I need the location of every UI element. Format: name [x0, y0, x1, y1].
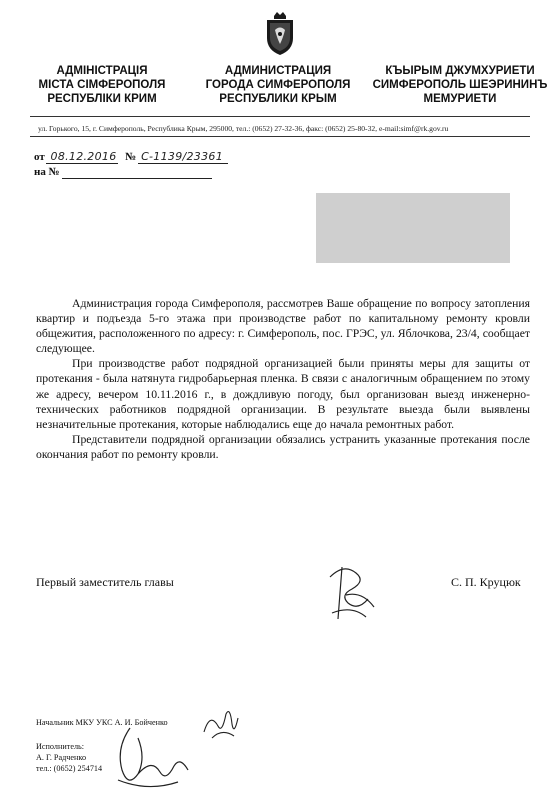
header-russian	[188, 64, 368, 106]
letter-body	[36, 296, 530, 462]
header-line: РЕСПУБЛІКИ КРИМ	[47, 93, 157, 105]
reference-from-line	[34, 150, 223, 163]
header-line: МІСТА СІМФЕРОПОЛЯ	[38, 79, 166, 91]
header-line: ГОРОДА СИМФЕРОПОЛЯ	[205, 79, 351, 91]
signatory-role: Первый заместитель главы	[36, 575, 174, 589]
header-line: СИМФЕРОПОЛЬ ШЕЭРИНИНЪ	[372, 79, 548, 91]
number-underline	[138, 163, 228, 164]
body-paragraph: При производстве работ подрядной организацией были приняты меры для защиты от протекания - была натянута гидробарьерная пленка. В связи с аналогичным обращением по этому же адресу, вечером 10.11.2016 г., в дождливую погоду, был организован выезд инженерно-технических работников подрядной организации. В результате выезда были выявлены незначительные протекания, которые наблюдались еще до начала ремонтных работ.	[36, 357, 530, 431]
reference-number: С-1139/23361	[141, 150, 224, 163]
body-paragraph: Представители подрядной организации обязались устранить указанные протекания после окончания работ по ремонту кровли.	[36, 432, 530, 461]
date-underline	[46, 163, 118, 164]
executor-signature	[108, 718, 198, 798]
redacted-addressee	[316, 193, 510, 263]
to-number-underline	[62, 178, 212, 179]
from-label: от	[34, 151, 45, 163]
header-line: АДМІНІСТРАЦІЯ	[56, 65, 148, 77]
approval-signature	[200, 706, 240, 742]
reference-to-line	[34, 166, 60, 178]
body-paragraph: Администрация города Симферополя, рассмотрев Ваше обращение по вопросу затопления квартир и подъезда 5-го этажа при производстве работ по капитальному ремонту кровли общежития, расположенного по адресу: г. Симферополь, пос. ГРЭС, ул. Яблочкова, 23/4, сообщает следующее.	[36, 297, 530, 356]
executor-name: А. Г. Радченко	[36, 753, 87, 762]
reference-date: 08.12.2016	[50, 150, 117, 163]
header-line: МЕМУРИЕТИ	[423, 93, 497, 105]
header-ukrainian	[22, 64, 182, 106]
executor-label: Исполнитель:	[36, 742, 85, 751]
header-line: РЕСПУБЛИКИ КРЫМ	[219, 93, 337, 105]
address-divider	[30, 136, 530, 137]
header-address: ул. Горького, 15, г. Симферополь, Республика Крым, 295000, тел.: (0652) 27-32-36, факс: (0652) 25-80-32, e-mail:simf@rk.gov.ru	[38, 124, 449, 133]
executor-phone: тел.: (0652) 254714	[36, 764, 103, 773]
header-line: АДМИНИСТРАЦИЯ	[224, 65, 332, 77]
header-divider	[30, 116, 530, 117]
coat-of-arms-emblem	[263, 10, 297, 56]
signatory-name: С. П. Круцюк	[451, 575, 521, 589]
to-label: на №	[34, 166, 60, 178]
approval-line: Начальник МКУ УКС А. И. Бойченко	[36, 718, 168, 727]
header-crimean-tatar	[372, 64, 548, 106]
number-sign: №	[125, 151, 137, 163]
handwritten-signature	[322, 555, 382, 625]
header-line: КЪЫРЫМ ДЖУМХУРИЕТИ	[385, 65, 535, 77]
